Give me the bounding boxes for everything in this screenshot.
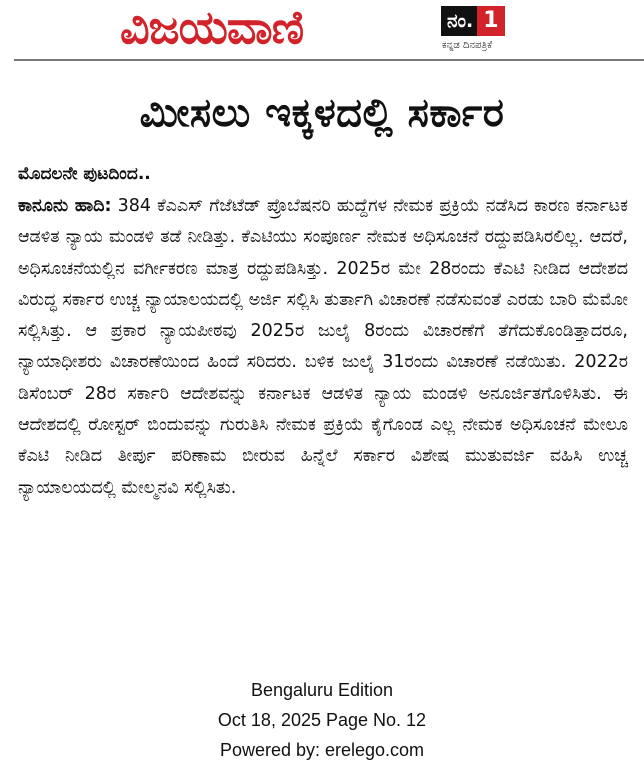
date-page-label: Oct 18, 2025 Page No. 12 bbox=[217, 710, 427, 730]
article-body bbox=[18, 191, 628, 504]
badge-label: ನಂ. bbox=[441, 6, 477, 36]
masthead bbox=[0, 0, 644, 62]
edition-label: Bengaluru Edition bbox=[250, 680, 394, 700]
continued-from-front-page: ಮೊದಲನೇ ಪುಟದಿಂದ.. bbox=[18, 164, 151, 184]
article-lead-label: ಕಾನೂನು ಹಾದಿ: bbox=[18, 196, 112, 216]
powered-by-link[interactable]: Powered by: erelego.com bbox=[219, 740, 425, 760]
badge-number: 1 bbox=[477, 6, 504, 36]
article-body-text: 384 ಕೆಎಎಸ್ ಗೆಜೆಟೆಡ್ ಪ್ರೊಬೆಷನರಿ ಹುದ್ದೆಗಳ ನೇಮಕ ಪ್ರಕ್ರಿಯೆ ನಡೆಸಿದ ಕಾರಣ ಕರ್ನಾಟಕ ಆಡಳಿತ ನ್ಯಾಯ ಮಂಡಳಿ ತಡೆ ನೀಡಿತ್ತು. ಕೆಎಟಿಯು ಸಂಪೂರ್ಣ ನೇಮಕ ಅಧಿಸೂಚನೆ ರದ್ದುಪಡಿಸಿರಲಿಲ್ಲ. ಆದರೆ, ಅಧಿಸೂಚನೆಯಲ್ಲಿನ ವರ್ಗೀಕರಣ ಮಾತ್ರ ರದ್ದುಪಡಿಸಿತ್ತು. 2025ರ ಮೇ 28ರಂದು ಕೆಎಟಿ ನೀಡಿದ ಆದೇಶದ ವಿರುದ್ಧ ಸರ್ಕಾರ ಉಚ್ಚ ನ್ಯಾಯಾಲಯದಲ್ಲಿ ಅರ್ಜಿ ಸಲ್ಲಿಸಿ ತುರ್ತಾಗಿ ವಿಚಾರಣೆ ನಡೆಸುವಂತೆ ಎರಡು ಬಾರಿ ಮೆಮೋ ಸಲ್ಲಿಸಿತ್ತು. ಆ ಪ್ರಕಾರ ನ್ಯಾಯಪೀಠವು 2025ರ ಜುಲೈ 8ರಂದು ವಿಚಾರಣೆಗೆ ತೆಗೆದುಕೊಂಡಿತ್ತಾದರೂ, ನ್ಯಾಯಾಧೀಶರು ವಿಚಾರಣೆಯಿಂದ ಹಿಂದೆ ಸರಿದರು. ಬಳಿಕ ಜುಲೈ 31ರಂದು ವಿಚಾರಣೆ ನಡೆಯಿತು. 2022ರ ಡಿಸೆಂಬರ್ 28ರ ಸರ್ಕಾರಿ ಆದೇಶವನ್ನು ಕರ್ನಾಟಕ ಆಡಳಿತ ನ್ಯಾಯ ಮಂಡಳಿ ಅನೂರ್ಜಿತಗೊಳಿಸಿತು. ಈ ಆದೇಶದಲ್ಲಿ ರೋಸ್ಟರ್ ಬಿಂದುವನ್ನು ಗುರುತಿಸಿ ನೇಮಕ ಪ್ರಕ್ರಿಯೆ ಕೈಗೊಂಡ ಎಲ್ಲ ನೇಮಕ ಅಧಿಸೂಚನೆ ಮೇಲೂ ಕೆಎಟಿ ನೀಡಿದ ತೀರ್ಪು ಪರಿಣಾಮ ಬೀರುವ ಹಿನ್ನೆಲೆ ಸರ್ಕಾರ ವಿಶೇಷ ಮುತುವರ್ಜಿ ವಹಿಸಿ ಉಚ್ಚ ನ್ಯಾಯಾಲಯದಲ್ಲಿ ಮೇಲ್ಮನವಿ ಸಲ್ಲಿಸಿತು. bbox=[18, 196, 628, 498]
article-headline: ಮೀಸಲು ಇಕ್ಕಳದಲ್ಲಿ ಸರ್ಕಾರ bbox=[139, 90, 505, 136]
newspaper-logo: ವಿಜಯವಾಣಿ bbox=[120, 0, 304, 54]
masthead-divider bbox=[14, 59, 644, 61]
masthead-tagline: ಕನ್ನಡ ದಿನಪತ್ರಿಕೆ bbox=[442, 40, 493, 51]
number-one-badge bbox=[441, 6, 505, 36]
